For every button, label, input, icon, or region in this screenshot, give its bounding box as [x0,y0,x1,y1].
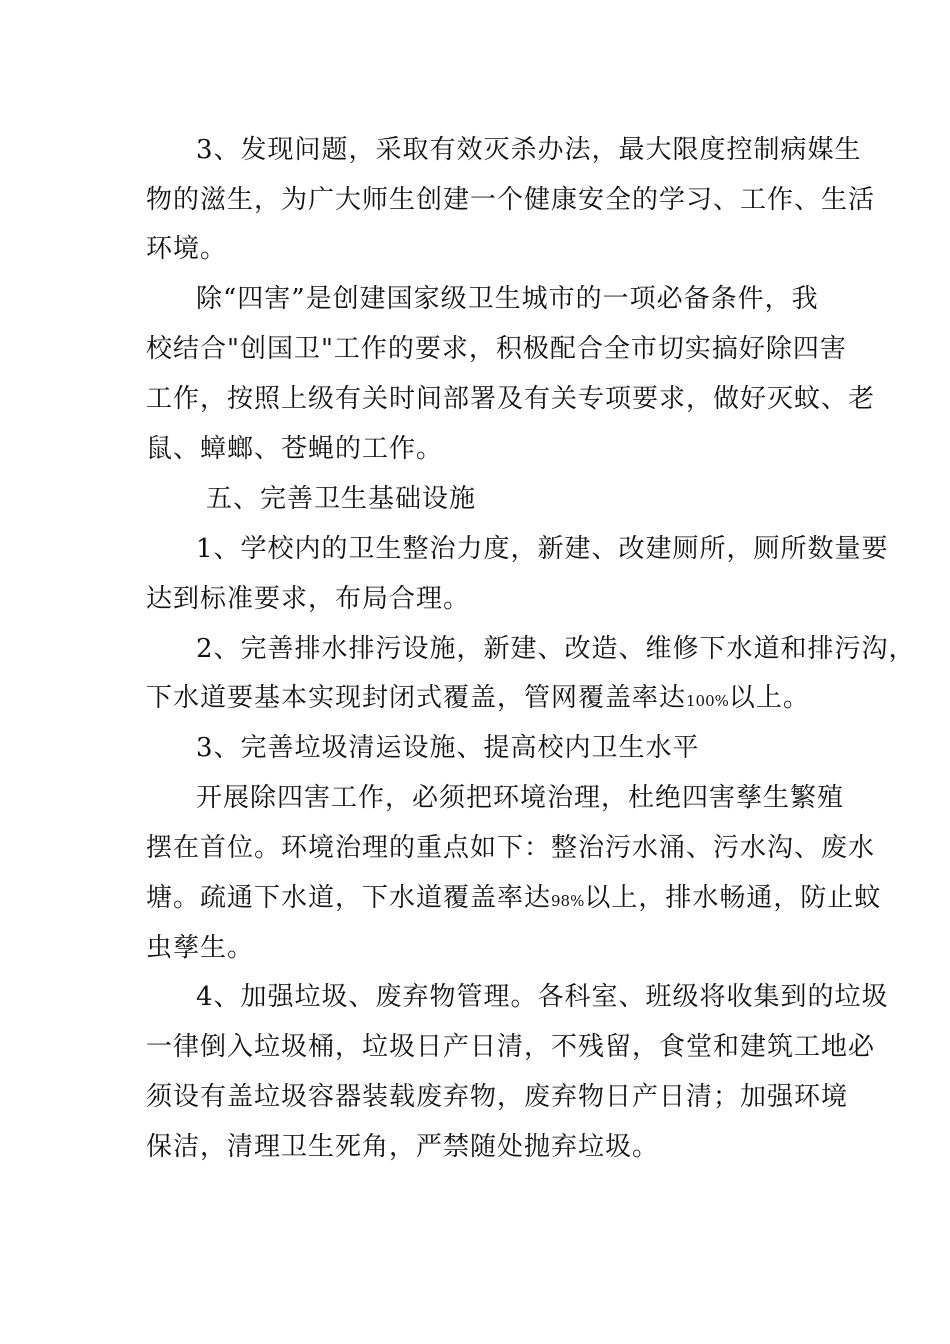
paragraph-line: 工作，按照上级有关时间部署及有关专项要求，做好灭蚊、老 [146,384,876,414]
paragraph-line: 一律倒入垃圾桶，垃圾日产日清，不残留，食堂和建筑工地必 [146,1032,876,1062]
paragraph-line: 环境。 [146,234,228,264]
percentage-value: 100% [686,692,729,710]
paragraph-line: 达到标准要求，布局合理。 [146,584,471,614]
paragraph-line: 3、完善垃圾清运设施、提高校内卫生水平 [196,733,700,763]
paragraph-line: 校结合"创国卫"工作的要求，积极配合全市切实搞好除四害 [146,334,847,364]
percentage-value: 98% [551,892,585,910]
paragraph-line: 4、加强垃圾、废弃物管理。各科室、班级将收集到的垃圾 [196,982,889,1012]
paragraph-line: 2、完善排水排污设施，新建、改造、维修下水道和排污沟， [196,634,916,664]
paragraph-line: 除“四害”是创建国家级卫生城市的一项必备条件，我 [196,284,819,314]
text-run: 下水道要基本实现封闭式覆盖，管网覆盖率达 [146,683,687,713]
paragraph-line [146,678,816,718]
paragraph-line: 3、发现问题，采取有效灭杀办法，最大限度控制病媒生 [196,135,862,165]
text-run: 以上。 [728,683,810,713]
paragraph-line: 1、学校内的卫生整治力度，新建、改建厕所，厕所数量要 [196,534,889,564]
paragraph-line: 物的滋生，为广大师生创建一个健康安全的学习、工作、生活 [146,185,876,215]
paragraph-line: 鼠、蟑螂、苍蝇的工作。 [146,434,444,464]
text-run: 塘。疏通下水道，下水道覆盖率达 [146,883,552,913]
text-run: 以上，排水畅通，防止蚊 [584,883,882,913]
paragraph-line: 须设有盖垃圾容器装载废弃物，废弃物日产日清；加强环境 [146,1082,849,1112]
paragraph-line [146,878,882,918]
section-heading: 五、完善卫生基础设施 [206,484,477,514]
paragraph-line: 开展除四害工作，必须把环境治理，杜绝四害孳生繁殖 [196,783,845,813]
paragraph-line: 保洁，清理卫生死角，严禁随处抛弃垃圾。 [146,1132,660,1162]
paragraph-line: 摆在首位。环境治理的重点如下：整治污水涌、污水沟、废水 [146,833,876,863]
paragraph-line: 虫孳生。 [146,933,255,963]
